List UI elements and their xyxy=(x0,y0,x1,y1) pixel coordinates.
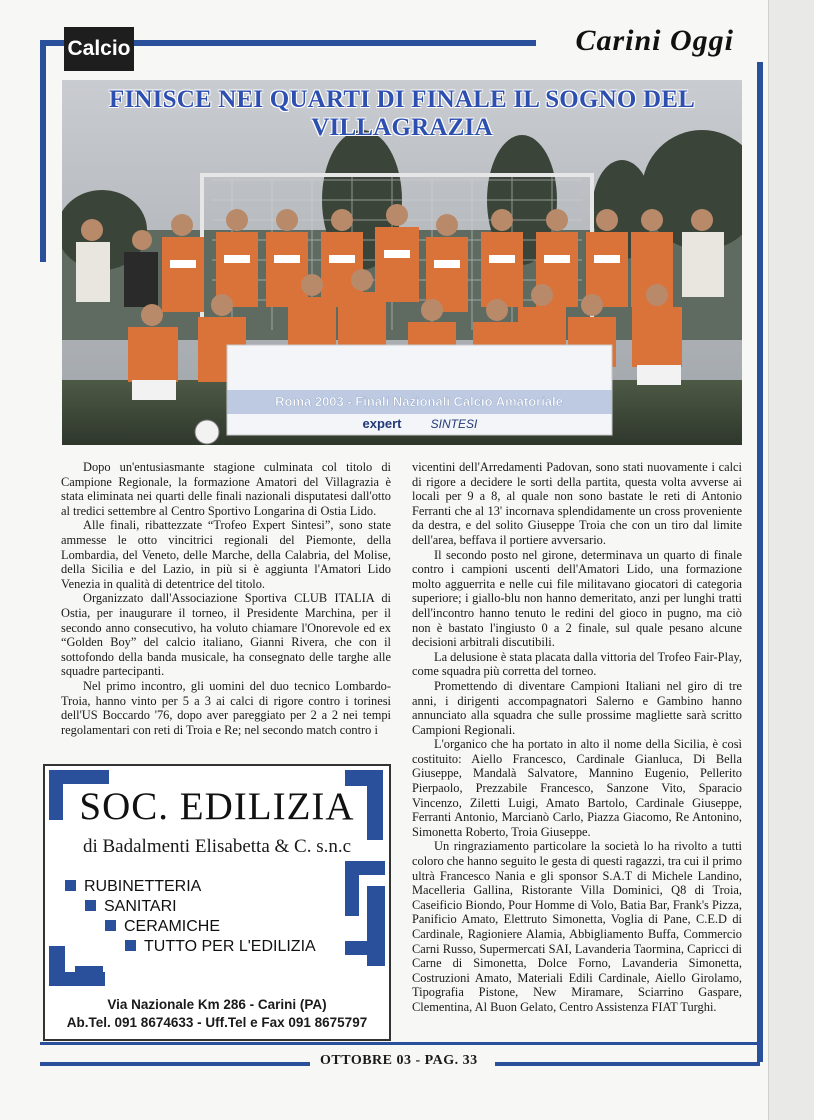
page-footer: OTTOBRE 03 - PAG. 33 xyxy=(320,1053,478,1068)
advertisement xyxy=(43,764,391,1041)
article-paragraph: La delusione è stata placata dalla vittoria del Trofeo Fair-Play, come squadra più corretta del torneo. xyxy=(412,649,742,679)
square-bullet-icon xyxy=(85,900,96,911)
ad-item-label: CERAMICHE xyxy=(124,918,221,935)
ad-corner-block xyxy=(49,770,109,784)
header-rule-right xyxy=(134,40,536,46)
page-edge xyxy=(768,0,814,1120)
ad-item xyxy=(85,898,177,916)
square-bullet-icon xyxy=(105,920,116,931)
ad-item xyxy=(125,938,316,956)
ad-item xyxy=(105,918,220,936)
footer-rule xyxy=(40,1042,760,1045)
magazine-title: Carini Oggi xyxy=(575,24,734,57)
article-paragraph: vicentini dell'Arredamenti Padovan, sono stati nuovamente i calci di rigore a decidere le sorti della partita, questa volta avverse ai locali per 9 a 8, al quale non sono bastate le reti di Antonio Ferranti che al 13' incornava splendidamente un cross proveniente da destra, e del solito Giuseppe Troia che con un tiro dal limite dell'area, beffava il portiere avversario. xyxy=(412,460,742,547)
ad-owner: di Badalmenti Elisabetta & C. s.n.c xyxy=(82,836,352,857)
ad-contact xyxy=(45,996,389,1032)
section-tag: Calcio xyxy=(64,27,134,71)
ad-phones: Ab.Tel. 091 8674633 - Uff.Tel e Fax 091 8675797 xyxy=(66,1015,368,1030)
ad-decor-block xyxy=(49,972,105,986)
article-paragraph: Il secondo posto nel girone, determinava un quarto di finale contro i campioni uscenti dell'Amatori Lido, una formazione molto agguerrita e nelle cui file militavano giocatori di categoria superiore; i giallo-blu non hanno demeritato, anzi per lunghi tratti dell'incontro hanno tenuto le redini del gioco in pugno, ma ciò non è bastato l'ingiusto 0 a 2 finale, sul quale pesano alcune decisioni arbitrali discutibili. xyxy=(412,547,742,650)
ad-item-label: SANITARI xyxy=(104,898,177,915)
banner-sponsor-expert: expert xyxy=(362,416,402,431)
article-paragraph: Nel primo incontro, gli uomini del duo tecnico Lombardo-Troia, hanno vinto per 5 a 3 ai calci di rigore contro i torinesi dell'US Boccardo '76, dopo aver pareggiato per 2 a 2 nei tempi regolamentari con reti di Troia e Re; nel secondo match contro i xyxy=(61,678,391,737)
article-column-right xyxy=(412,460,742,1015)
square-bullet-icon xyxy=(125,940,136,951)
article-headline: FINISCE NEI QUARTI DI FINALE IL SOGNO DEL VILLAGRAZIA xyxy=(109,86,695,141)
article-paragraph: L'organico che ha portato in alto il nome della Sicilia, è così costituito: Aiello Francesco, Cardinale Gianluca, Di Bella Giuseppe, Mandalà Salvatore, Mannino Eugenio, Pellerito Pierpaolo, Prezzabile Francesco, Sanzone Vito, Sparacio Vincenzo, Ziletti Luigi, Amato Bartolo, Cardinale Giuseppe, Ferranti Antonio, Marcianò Carlo, Piazza Giacomo, Re Antonino, Simonetta Roberto, Troia Giuseppe. xyxy=(412,737,742,839)
article-paragraph: Un ringraziamento particolare la società lo ha rivolto a tutti coloro che hanno seguito le gesta di questi ragazzi, tra cui il primo ultrà Francesco Nania e gli sponsor S.A.T di Michele Landino, Macelleria Gallina, Ristorante Villa Dominici, Q8 di Troia, Caseificio Biondo, Pour Homme di Volo, Batia Bar, Frank's Pizza, Panificio Amato, Elettruto Simonetta, Voglia di Pane, C.E.D di Cardinale, Ragioniere Alamia, Abbigliamento Buffa, Commercio Carni Russo, Supermercati SAI, Lavanderia Taormina, Capricci di Carne di Simonetta, Dolce Forno, Lavanderia Simonetta, Costruzioni Amato, Materiali Edili Cardinale, Aiello Girolamo, Tipografia Pistone, New Miramare, Sciarrino Gaspare, Clementina, Al Buon Gelato, Centro Assistenza FIAT Turghi. xyxy=(412,839,742,1014)
left-border-rule xyxy=(40,40,46,262)
ad-decor-block xyxy=(345,861,359,916)
footer-rule-right xyxy=(495,1062,760,1066)
banner-text: Roma 2003 - Finali Nazionali Calcio Amatoriale xyxy=(275,394,563,409)
right-border-rule xyxy=(757,62,763,1062)
ad-item-label: RUBINETTERIA xyxy=(84,878,202,895)
article-paragraph: Promettendo di diventare Campioni Italiani nel giro di tre anni, i dirigenti accompagnatori Salerno e Gambino hanno annunciato alla squadra che sulle prossime magliette sarà scritto Campioni Regionali. xyxy=(412,678,742,737)
footer-rule-left xyxy=(40,1062,310,1066)
article-paragraph: Organizzato dall'Associazione Sportiva CLUB ITALIA di Ostia, per inaugurare il torneo, il Presidente Marchina, per il secondo anno consecutivo, ha voluto chiamare l'Onorevole ed ex “Golden Boy” del calcio italiano, Gianni Rivera, che con il sottofondo della banda musicale, ha consegnato delle targhe alle squadre partecipanti. xyxy=(61,591,391,679)
article-paragraph: Alle finali, ribattezzate “Trofeo Expert Sintesi”, sono state ammesse le otto vincitrici regionali del Piemonte, della Lombardia, del Veneto, delle Marche, della Calabria, del Molise, della Sicilia e del Lazio, in più si è aggiunta l'Amatori Lido Venezia in qualità di detentrice del titolo. xyxy=(61,518,391,591)
article-column-left xyxy=(61,460,391,737)
ad-company-name: SOC. EDILIZIA xyxy=(79,785,355,828)
ad-address: Via Nazionale Km 286 - Carini (PA) xyxy=(107,997,327,1012)
ad-item xyxy=(65,878,201,896)
ad-item-label: TUTTO PER L'EDILIZIA xyxy=(144,938,316,955)
article-paragraph: Dopo un'entusiasmante stagione culminata col titolo di Campione Regionale, la formazione Amatori del Villagrazia è stata eliminata nei quarti delle finali nazionali disputatesi dall'otto al tredici settembre al Centro Sportivo Longarina di Ostia Lido. xyxy=(61,460,391,518)
ad-decor-block xyxy=(345,941,385,955)
banner-sponsor-sintesi: SINTESI xyxy=(430,417,478,431)
square-bullet-icon xyxy=(65,880,76,891)
